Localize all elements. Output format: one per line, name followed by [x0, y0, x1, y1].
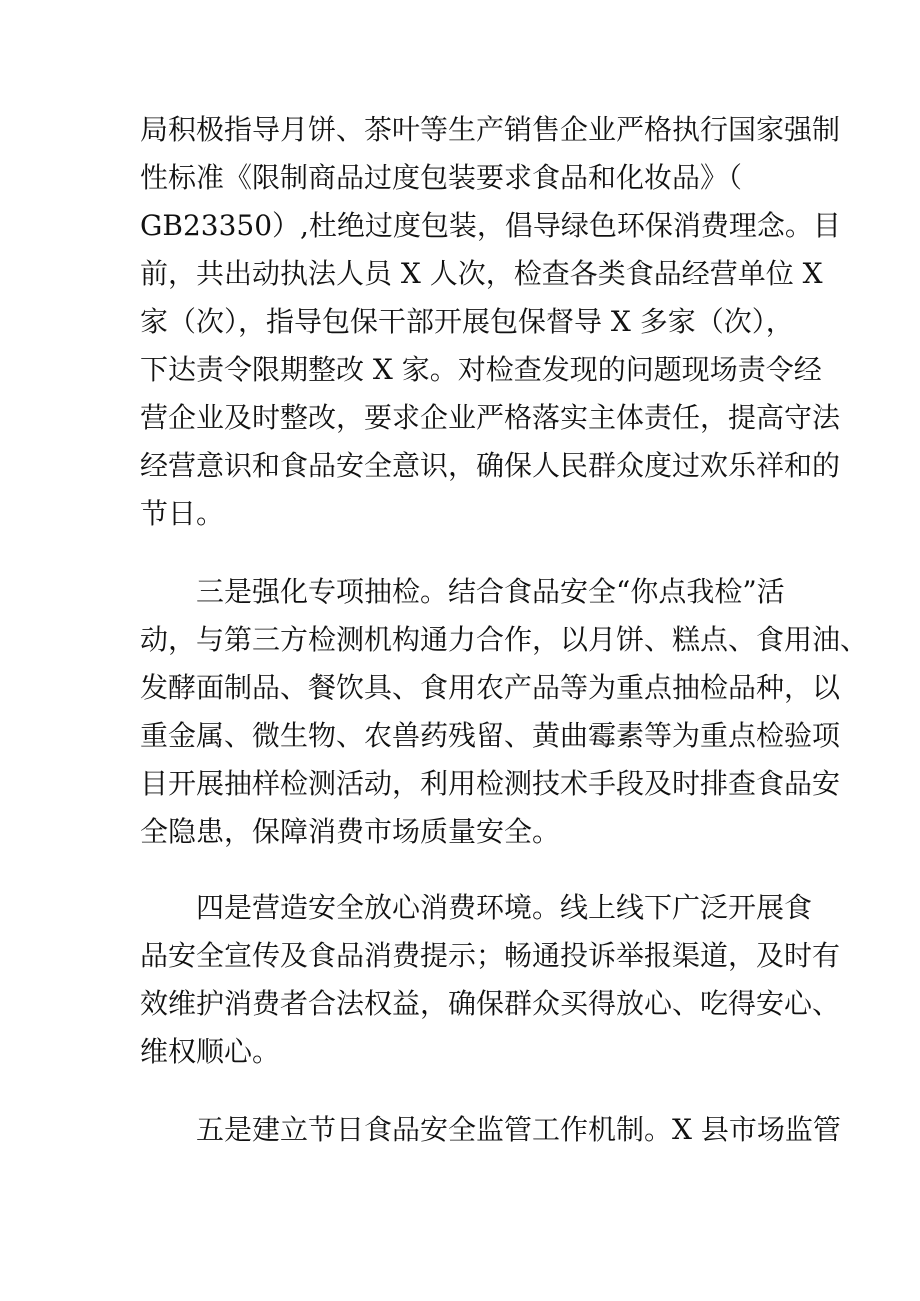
text-line: 营企业及时整改，要求企业严格落实主体责任，提高守法 — [140, 401, 841, 434]
text-line: 节日。 — [140, 497, 225, 530]
text-line: 下达责令限期整改 X 家。对检查发现的问题现场责令经 — [140, 353, 822, 386]
text-line: 经营意识和食品安全意识，确保人民群众度过欢乐祥和的 — [140, 449, 841, 482]
text-line: 动，与第三方检测机构通力合作，以月饼、糕点、食用油、 — [140, 623, 869, 656]
text-line: 维权顺心。 — [140, 1035, 281, 1068]
text-line: 全隐患，保障消费市场质量安全。 — [140, 815, 561, 848]
text-line: 五是建立节日食品安全监管工作机制。X 县市场监管 — [196, 1113, 841, 1146]
text-line: 重金属、微生物、农兽药残留、黄曲霉素等为重点检验项 — [140, 719, 841, 752]
text-line: 家（次），指导包保干部开展包保督导 X 多家（次）， — [140, 305, 794, 338]
text-line: 局积极指导月饼、茶叶等生产销售企业严格执行国家强制 — [140, 113, 841, 146]
text-line: 目开展抽样检测活动，利用检测技术手段及时排查食品安 — [140, 767, 841, 800]
text-line: 前，共出动执法人员 X 人次，检查各类食品经营单位 X — [140, 257, 823, 290]
text-line: 品安全宣传及食品消费提示；畅通投诉举报渠道，及时有 — [140, 939, 841, 972]
text-line: 发酵面制品、餐饮具、食用农产品等为重点抽检品种，以 — [140, 671, 841, 704]
text-line: 四是营造安全放心消费环境。线上线下广泛开展食 — [196, 891, 813, 924]
text-line: 性标准《限制商品过度包装要求食品和化妆品》（ — [140, 161, 743, 194]
text-line: 效维护消费者合法权益，确保群众买得放心、吃得安心、 — [140, 987, 841, 1020]
text-line: 三是强化专项抽检。结合食品安全“你点我检”活 — [196, 575, 785, 608]
text-line: GB23350）,杜绝过度包装，倡导绿色环保消费理念。目 — [140, 209, 841, 242]
